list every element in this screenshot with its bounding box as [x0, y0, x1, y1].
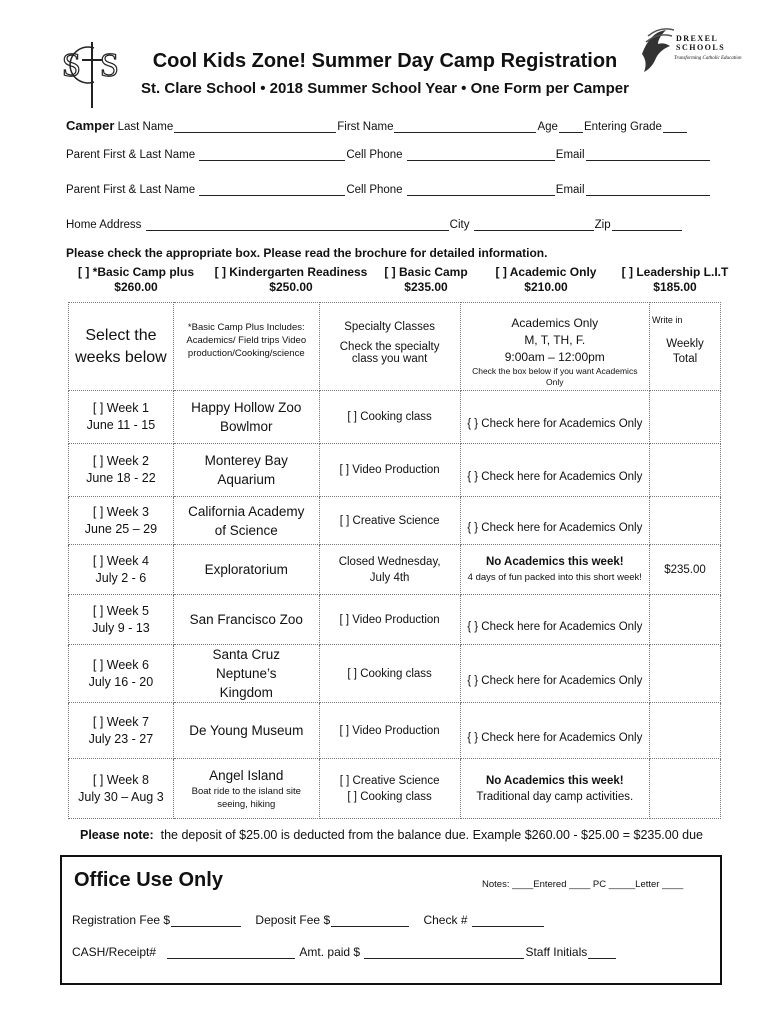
week-dates: July 30 – Aug 3: [78, 789, 164, 804]
week-label[interactable]: [ ] Week 2: [92, 454, 149, 468]
week-academics[interactable]: { } Check here for Academics Only: [467, 731, 643, 744]
week-label[interactable]: [ ] Week 1: [92, 401, 149, 415]
week-specialty-2[interactable]: [ ] Cooking class: [347, 790, 432, 803]
parent-row-2: [66, 184, 711, 196]
week-academics-bold: No Academics this week!: [485, 556, 624, 568]
week-dates: June 25 – 29: [84, 521, 158, 536]
address-label: Home Address: [66, 219, 142, 231]
option-price: $235.00: [404, 280, 448, 294]
header-academics-time: 9:00am – 12:00pm: [504, 350, 605, 364]
first-name-field[interactable]: [394, 121, 536, 133]
week-row: [69, 545, 721, 595]
header-specialty-title: Specialty Classes: [344, 321, 435, 333]
note-label: Please note:: [80, 828, 154, 842]
st-clare-logo: [58, 38, 130, 110]
zip-field[interactable]: [612, 219, 682, 231]
week-academics-cell[interactable]: [460, 759, 650, 819]
header-basic-camp-plus: *Basic Camp Plus Includes: Academics/ Field trips Video production/Cooking/science: [173, 303, 319, 391]
week-activity-cell: [173, 391, 319, 444]
week-total-cell[interactable]: [650, 595, 721, 645]
header-specialty: [319, 303, 460, 391]
week-specialty[interactable]: [ ] Creative Science: [339, 514, 440, 527]
email-field-2[interactable]: [586, 184, 710, 196]
option-kindergarten-readiness[interactable]: [208, 265, 374, 295]
header-select-weeks: Select the weeks below: [69, 303, 174, 391]
week-total-cell[interactable]: [650, 444, 721, 497]
page-title: Cool Kids Zone! Summer Day Camp Registration: [152, 50, 618, 72]
staff-initials-label: Staff Initials: [525, 945, 588, 959]
week-academics[interactable]: { } Check here for Academics Only: [467, 620, 643, 633]
week-academics-cell[interactable]: [460, 703, 650, 759]
cell-field-1[interactable]: [407, 149, 555, 161]
week-select-cell[interactable]: [69, 759, 174, 819]
amt-paid-label: Amt. paid $: [299, 945, 361, 959]
option-label: [ ] Kindergarten Readiness: [214, 265, 368, 279]
header-academics-note: Check the box below if you want Academics Only: [472, 366, 638, 387]
week-select-cell[interactable]: [69, 444, 174, 497]
cash-receipt-field[interactable]: [167, 947, 295, 959]
week-dates: June 18 - 22: [86, 471, 156, 485]
note-text: the deposit of $25.00 is deducted from the balance due. Example $260.00 - $25.00 = $235.00 due: [160, 828, 704, 842]
table-header-row: [69, 303, 721, 391]
week-activity: De Young Museum: [189, 723, 304, 738]
week-activity: Angel Island: [209, 768, 284, 783]
week-activity-note: Boat ride to the island site seeing, hiking: [191, 786, 301, 810]
header-weekly-total: [650, 303, 721, 391]
address-row: [66, 219, 683, 231]
week-activity-cell: [173, 545, 319, 595]
week-academics-cell[interactable]: [460, 497, 650, 545]
week-total: $235.00: [664, 563, 706, 576]
week-label[interactable]: [ ] Week 4: [92, 553, 149, 568]
cash-receipt-label: CASH/Receipt#: [72, 945, 157, 959]
option-label: [ ] Basic Camp: [384, 265, 468, 279]
registration-fee-field[interactable]: [171, 915, 241, 927]
option-label: [ ] Academic Only: [495, 265, 597, 279]
week-total-cell[interactable]: [650, 497, 721, 545]
email-label-1: Email: [555, 149, 585, 161]
week-specialty-cell[interactable]: [319, 759, 460, 819]
week-activity-cell: [173, 703, 319, 759]
last-name-field[interactable]: [174, 121, 336, 133]
week-academics[interactable]: Traditional day camp activities.: [476, 790, 634, 803]
grade-field[interactable]: [663, 121, 687, 133]
week-total-cell[interactable]: [650, 645, 721, 703]
header-academics-title: Academics Only: [511, 316, 599, 330]
option-price: $260.00: [114, 280, 158, 294]
page-subtitle: St. Clare School • 2018 Summer School Year • One Form per Camper: [141, 80, 629, 97]
week-label[interactable]: [ ] Week 8: [92, 772, 149, 787]
zip-label: Zip: [594, 219, 611, 231]
age-label: Age: [537, 121, 558, 133]
week-academics[interactable]: { } Check here for Academics Only: [467, 674, 643, 687]
office-fees-row: [72, 913, 545, 927]
week-select-cell[interactable]: [69, 703, 174, 759]
email-field-1[interactable]: [586, 149, 710, 161]
week-total-cell[interactable]: [650, 391, 721, 444]
week-specialty-cell[interactable]: [319, 703, 460, 759]
header-specialty-sub: Check the specialty class you want: [339, 341, 440, 365]
logo-letter-s2: S: [100, 47, 119, 84]
deposit-note: [80, 828, 703, 842]
week-academics-cell[interactable]: [460, 545, 650, 595]
week-academics-cell[interactable]: [460, 645, 650, 703]
grade-label: Entering Grade: [583, 121, 662, 133]
week-label[interactable]: [ ] Week 7: [92, 714, 149, 729]
week-specialty-cell[interactable]: [319, 444, 460, 497]
logo-letter-s1: S: [62, 47, 81, 84]
option-label: [ ] Leadership L.I.T: [621, 265, 729, 279]
week-specialty[interactable]: [ ] Video Production: [339, 613, 440, 626]
week-dates: July 9 - 13: [92, 620, 150, 635]
header-weekly-total-title: Weekly Total: [666, 338, 704, 365]
deposit-fee-field[interactable]: [331, 915, 409, 927]
option-label: [ ] *Basic Camp plus: [77, 265, 195, 279]
week-specialty-cell[interactable]: [319, 595, 460, 645]
camper-row: [66, 118, 688, 133]
office-use-box: [60, 855, 722, 985]
week-label[interactable]: [ ] Week 3: [92, 504, 149, 519]
option-price: $185.00: [653, 280, 697, 294]
week-total-cell[interactable]: [650, 703, 721, 759]
parent-label-2: Parent First & Last Name: [66, 184, 196, 196]
week-academics[interactable]: { } Check here for Academics Only: [467, 521, 643, 534]
week-specialty[interactable]: [ ] Video Production: [339, 464, 440, 476]
week-specialty[interactable]: Closed Wednesday, July 4th: [338, 555, 441, 584]
week-row: [69, 497, 721, 545]
week-activity-cell: [173, 444, 319, 497]
week-academics[interactable]: { } Check here for Academics Only: [467, 418, 643, 430]
week-label[interactable]: [ ] Week 6: [92, 657, 149, 672]
week-select-cell[interactable]: [69, 595, 174, 645]
header-write-in: Write in: [652, 315, 683, 325]
week-activity: Monterey Bay Aquarium: [204, 453, 288, 487]
staff-initials-field[interactable]: [588, 947, 616, 959]
option-basic-camp-plus[interactable]: [66, 265, 206, 295]
parent-name-field-1[interactable]: [199, 149, 345, 161]
registration-fee-label: Registration Fee $: [72, 913, 171, 927]
week-label[interactable]: [ ] Week 5: [92, 603, 149, 618]
week-activity: Happy Hollow Zoo Bowlmor: [191, 400, 302, 434]
week-activity: Santa Cruz Neptune’s Kingdom: [212, 647, 281, 700]
week-specialty[interactable]: [ ] Cooking class: [347, 411, 432, 423]
week-total-cell[interactable]: [650, 759, 721, 819]
week-specialty[interactable]: [ ] Video Production: [339, 724, 440, 737]
week-specialty-cell[interactable]: [319, 645, 460, 703]
first-name-label: First Name: [337, 121, 394, 133]
week-row: [69, 703, 721, 759]
week-academics-cell[interactable]: [460, 595, 650, 645]
week-activity-cell: [173, 645, 319, 703]
email-label-2: Email: [555, 184, 585, 196]
deposit-fee-label: Deposit Fee $: [255, 913, 331, 927]
office-payment-row: [72, 945, 617, 959]
option-price: $250.00: [269, 280, 313, 294]
week-dates: July 2 - 6: [95, 570, 147, 585]
check-field[interactable]: [472, 915, 544, 927]
week-specialty-cell[interactable]: [319, 391, 460, 444]
age-field[interactable]: [559, 121, 583, 133]
week-specialty[interactable]: [ ] Creative Science: [339, 774, 440, 787]
amt-paid-field[interactable]: [364, 947, 524, 959]
week-total-cell[interactable]: [650, 545, 721, 595]
week-specialty[interactable]: [ ] Cooking class: [347, 667, 432, 680]
week-specialty-cell[interactable]: [319, 545, 460, 595]
week-activity-cell: [173, 595, 319, 645]
week-select-cell[interactable]: [69, 645, 174, 703]
option-academic-only[interactable]: [486, 265, 606, 295]
option-leadership-lit[interactable]: [612, 265, 738, 295]
week-row: [69, 645, 721, 703]
drexel-logo-tagline: Transforming Catholic Education: [674, 56, 742, 61]
week-dates: June 11 - 15: [86, 418, 156, 432]
week-select-cell[interactable]: [69, 545, 174, 595]
week-activity: California Academy of Science: [188, 503, 305, 538]
week-select-cell[interactable]: [69, 497, 174, 545]
week-activity: Exploratorium: [204, 562, 288, 577]
week-row: [69, 391, 721, 444]
week-row: [69, 444, 721, 497]
parent-label-1: Parent First & Last Name: [66, 149, 196, 161]
week-dates: July 16 - 20: [88, 674, 154, 689]
week-select-cell[interactable]: [69, 391, 174, 444]
drexel-logo-name: DREXEL SCHOOLS: [676, 34, 726, 52]
week-specialty-cell[interactable]: [319, 497, 460, 545]
camper-label: Camper: [66, 118, 115, 133]
week-academics[interactable]: { } Check here for Academics Only: [467, 471, 643, 483]
week-academics-cell[interactable]: [460, 391, 650, 444]
week-dates: July 23 - 27: [88, 731, 154, 746]
instructions: Please check the appropriate box. Please read the brochure for detailed information.: [66, 246, 548, 260]
cell-field-2[interactable]: [407, 184, 555, 196]
option-price: $210.00: [524, 280, 568, 294]
header-academics-days: M, T, TH, F.: [524, 333, 586, 347]
office-title: Office Use Only: [74, 869, 223, 891]
week-academics[interactable]: 4 days of fun packed into this short week!: [467, 572, 642, 583]
option-basic-camp[interactable]: [378, 265, 474, 295]
cell-label-2: Cell Phone: [346, 184, 403, 196]
week-activity-cell: [173, 497, 319, 545]
week-activity-cell: [173, 759, 319, 819]
week-row: [69, 759, 721, 819]
week-row: [69, 595, 721, 645]
parent-name-field-2[interactable]: [199, 184, 345, 196]
week-activity: San Francisco Zoo: [189, 612, 303, 627]
week-academics-bold: No Academics this week!: [485, 774, 624, 787]
city-label: City: [449, 219, 470, 231]
address-field[interactable]: [146, 219, 449, 231]
week-academics-cell[interactable]: [460, 444, 650, 497]
weeks-table: [68, 302, 721, 819]
check-label: Check #: [423, 913, 468, 927]
cell-label-1: Cell Phone: [346, 149, 403, 161]
office-notes: Notes: ____Entered ____ PC _____Letter ____: [482, 879, 684, 890]
header-academics: [460, 303, 650, 391]
city-field[interactable]: [474, 219, 594, 231]
last-name-label: Last Name: [117, 121, 174, 133]
parent-row-1: [66, 149, 711, 161]
